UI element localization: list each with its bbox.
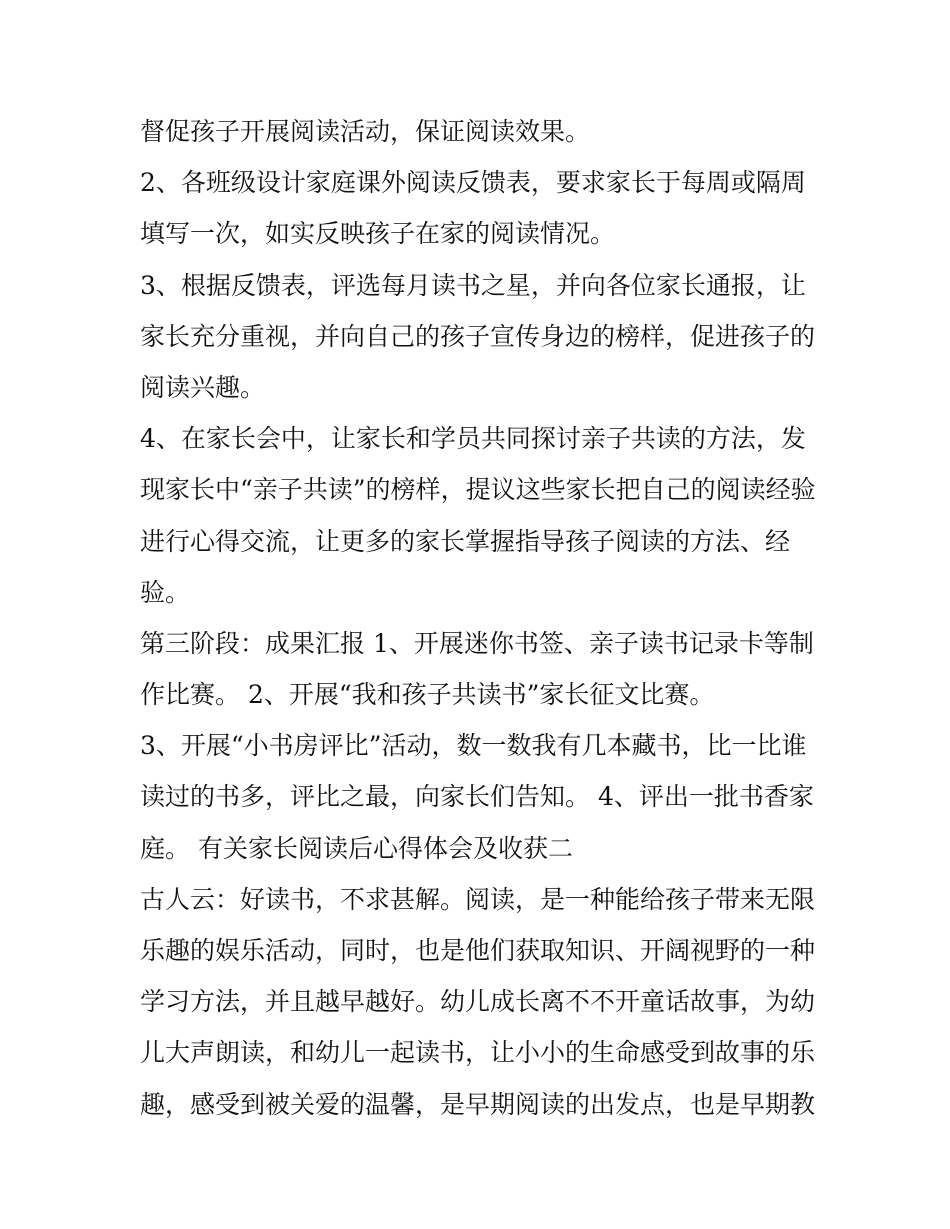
- text-line: 阅读兴趣。: [140, 372, 266, 402]
- text-line: 儿大声朗读，和幼儿一起读书，让小小的生命感受到故事的乐: [140, 1038, 816, 1068]
- text-line: 趣，感受到被关爱的温馨，是早期阅读的出发点，也是早期教: [140, 1089, 816, 1119]
- text-line: 进行心得交流，让更多的家长掌握指导孩子阅读的方法、经: [140, 526, 791, 556]
- text-line: 乐趣的娱乐活动，同时，也是他们获取知识、开阔视野的一种: [140, 936, 816, 965]
- text-line: 3、根据反馈表，评选每月读书之星，并向各位家长通报，让: [140, 270, 806, 300]
- text-line: 验。: [140, 577, 191, 607]
- text-line: 古人云：好读书，不求甚解。阅读，是一种能给孩子带来无限: [140, 884, 816, 914]
- text-line: 庭。 有关家长阅读后心得体会及收获二: [140, 833, 573, 863]
- text-line: 3、开展“小书房评比”活动，数一数我有几本藏书，比一比谁: [140, 731, 807, 761]
- text-line: 督促孩子开展阅读活动，保证阅读效果。: [140, 117, 591, 146]
- text-line: 作比赛。 2、开展“我和孩子共读书”家长征文比赛。: [140, 680, 715, 710]
- text-line: 现家长中“亲子共读”的榜样，提议这些家长把自己的阅读经验: [140, 475, 816, 505]
- text-line: 填写一次，如实反映孩子在家的阅读情况。: [140, 219, 616, 249]
- text-line: 2、各班级设计家庭课外阅读反馈表，要求家长于每周或隔周: [140, 168, 806, 198]
- text-line: 读过的书多，评比之最，向家长们告知。 4、评出一批书香家: [140, 782, 814, 812]
- document-body: [140, 106, 830, 1130]
- text-line: 学习方法，并且越早越好。幼儿成长离不不开童话故事，为幼: [140, 987, 816, 1017]
- text-line: 4、在家长会中，让家长和学员共同探讨亲子共读的方法，发: [140, 424, 806, 454]
- text-line: 第三阶段：成果汇报 1、开展迷你书签、亲子读书记录卡等制: [140, 628, 814, 658]
- text-line: 家长充分重视，并向自己的孩子宣传身边的榜样，促进孩子的: [140, 321, 816, 351]
